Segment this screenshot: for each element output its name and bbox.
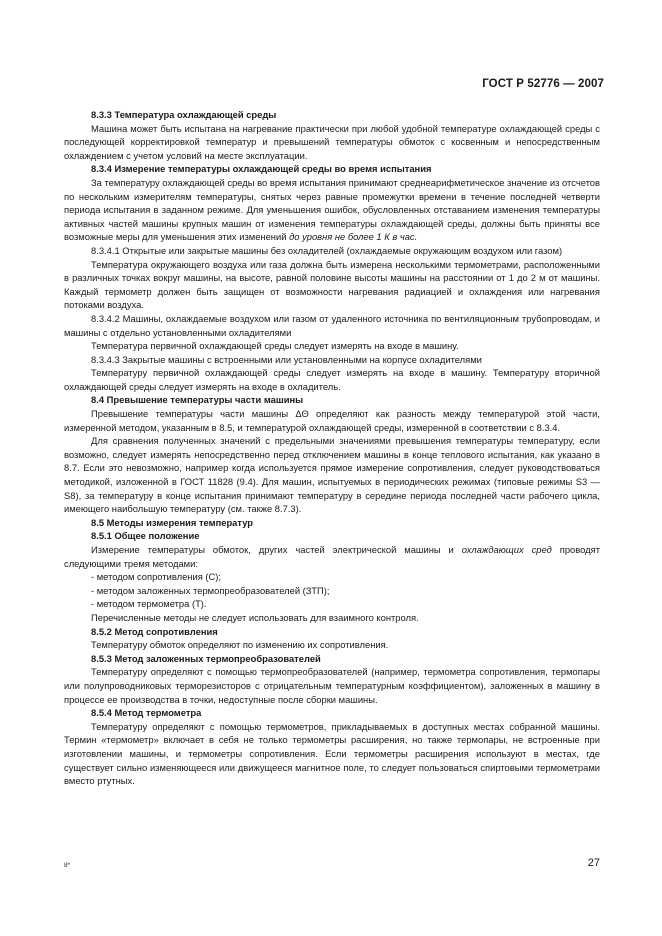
paragraph: Температуру первичной охлаждающей среды следует измерять на входе в машину. Температуру вторичной охлаждающей среды следует измерять на входе в охладитель. xyxy=(64,367,600,392)
paragraph xyxy=(64,176,600,244)
section-heading: 8.5.4 Метод термометра xyxy=(91,707,202,719)
section-heading: 8.5.3 Метод заложенных термопреобразователей xyxy=(91,652,321,664)
document-header: ГОСТ Р 52776 — 2007 xyxy=(482,78,604,90)
paragraph: Машина может быть испытана на нагревание практически при любой удобной температуре охлаждающей среды с последующей корректировкой температур и превышений температуры обмоток с косвенным и непосредственным охлаждением с учетом условий на месте эксплуатации. xyxy=(64,122,600,161)
paragraph: Температуру определяют с помощью термопреобразователей (например, термометра сопротивления, термопары или полупроводниковых терморезисторов с отрицательным температурным коэффициентом), заложенных в машину в процессе ее производства в точки, недоступные после сборки машины. xyxy=(64,666,600,705)
paragraph: Для сравнения полученных значений с предельными значениями превышения температуры температуру, если возможно, следует измерять непосредственно перед отключением машины в конце теплового испытания, как указано в 8.7. Если это невозможно, например когда используется прямое измерение сопротивления, следует руководствоваться методикой, изложенной в ГОСТ 11828 (9.4). Для машин, испытуемых в периодических режимах (типовые режимы S3 — S8), за температуру в конце испытания принимают температуру в середине периода последней части рабочего цикла, имеющего наибольшую температуру (см. также 8.7.3). xyxy=(64,435,600,515)
section-heading: 8.5.2 Метод сопротивления xyxy=(91,625,218,637)
paragraph: 8.3.4.3 Закрытые машины с встроенными или установленными на корпусе охладителями xyxy=(91,353,482,365)
list-item: - методом термометра (Т). xyxy=(91,598,207,610)
paragraph-italic: до уровня не более 1 К в час. xyxy=(289,231,418,243)
paragraph: Перечисленные методы не следует использовать для взаимного контроля. xyxy=(91,611,419,623)
page-number: 27 xyxy=(587,857,600,869)
section-heading: 8.5 Методы измерения температур xyxy=(91,516,254,528)
section-heading: 8.3.4 Измерение температуры охлаждающей среды во время испытания xyxy=(91,163,432,175)
paragraph: 8.3.4.2 Машины, охлаждаемые воздухом или газом от удаленного источника по вентиляционным трубопроводам, и машины с отдельно установленными охладителями xyxy=(64,312,600,338)
paragraph-text: Измерение температуры обмоток, других частей электрической машины и xyxy=(91,544,454,555)
section-heading: 8.4 Превышение температуры части машины xyxy=(91,394,304,406)
paragraph: 8.3.4.1 Открытые или закрытые машины без охладителей (охлаждаемые окружающим воздухом или газом) xyxy=(91,244,563,256)
paragraph xyxy=(64,543,600,570)
list-item: - методом заложенных термопреобразователей (ЗТП); xyxy=(91,584,330,596)
paragraph-text: проводят следующими тремя методами: xyxy=(64,544,600,569)
section-heading: 8.5.1 Общее положение xyxy=(91,530,200,542)
paragraph: Температура первичной охлаждающей среды следует измерять на входе в машину. xyxy=(91,340,459,352)
paragraph-italic: охлаждающих сред xyxy=(461,544,552,555)
list-item: - методом сопротивления (С); xyxy=(91,571,222,583)
paragraph: Температуру определяют с помощью термометров, прикладываемых в доступных местах собранной машины. Термин «термометр» включает в себя не только термометры расширения, но также термопары, не встроенные при изготовлении машины, и термометры сопротивления. Если термометры расширения используют в местах, где существует сильно изменяющееся или движущееся магнитное поле, то следует пользоваться спиртовыми термометрами вместо ртутных. xyxy=(64,720,600,787)
footer-mark: 8* xyxy=(64,862,71,869)
document-body xyxy=(64,108,600,788)
paragraph: Температура окружающего воздуха или газа должна быть измерена несколькими термометрами, расположенными в различных точках вокруг машины, на высоте, равной половине высоты машины на расстоянии от 1 до 2 м от машины. Каждый термометр должен быть защищен от возможности нагревания радиацией и охлаждения или нагревания потоками воздуха. xyxy=(64,258,600,311)
paragraph-text: За температуру охлаждающей среды во время испытания принимают среднеарифметическое значение из отсчетов по нескольким измерителям температуры, снятых через равные промежутки времени в течение последней четверти периода испытания в заданном режиме. Для уменьшения ошибок, обусловленных отставанием изменения температуры активных частей машины крупных машин от изменения температуры охлаждающей среды, должны быть приняты все возможные меры для уменьшения этих изменений xyxy=(64,176,600,243)
paragraph: Температуру обмоток определяют по изменению их сопротивления. xyxy=(91,639,389,651)
section-heading: 8.3.3 Температура охлаждающей среды xyxy=(91,109,277,120)
paragraph: Превышение температуры части машины ΔΘ определяют как разность между температурой этой части, измеренной методом, указанным в 8.5, и температурой охлаждающей среды, измеренной в соответствии с 8.3.4. xyxy=(64,408,600,433)
